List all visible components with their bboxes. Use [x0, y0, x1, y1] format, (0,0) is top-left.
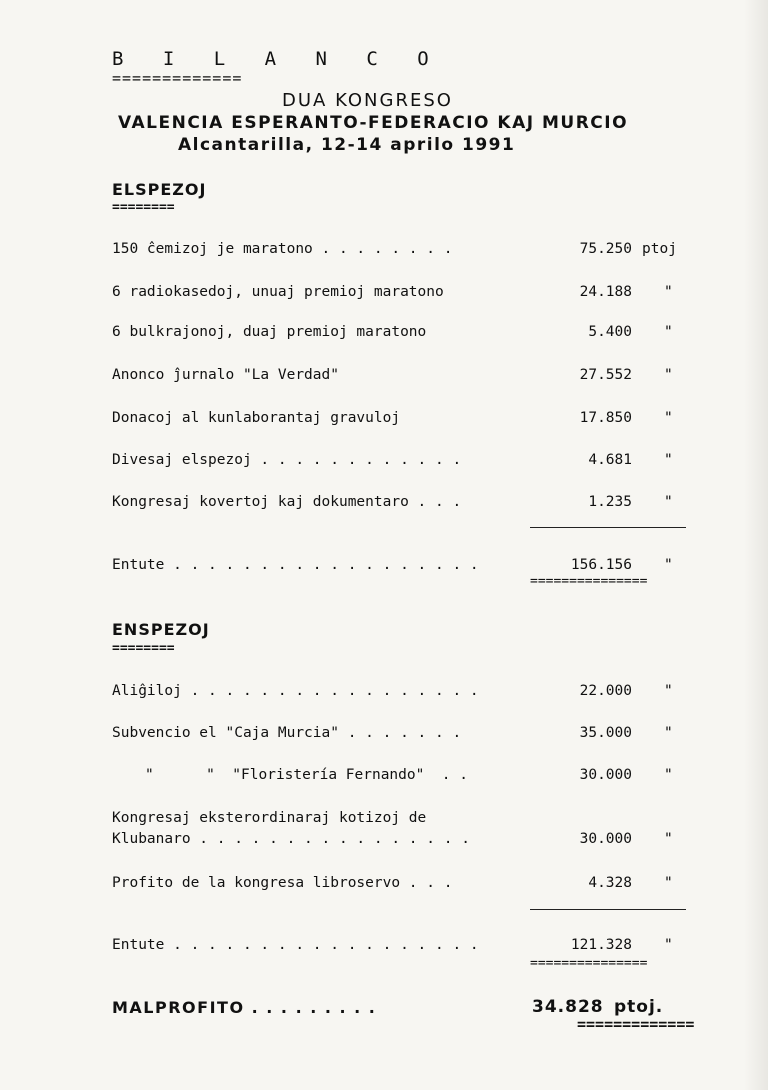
expense-item-5-label: Donacoj al kunlaborantaj gravuloj: [112, 410, 401, 426]
expense-item-5-unit: ": [664, 410, 673, 426]
expense-item-3-unit: ": [664, 324, 673, 340]
net-loss-amount: 34.828: [532, 997, 604, 1017]
income-total-amount: 121.328: [570, 937, 632, 953]
expense-item-3-label: 6 bulkrajonoj, duaj premioj maratono: [112, 324, 427, 340]
page-edge-shadow: [744, 0, 768, 1090]
title-underline: =============: [112, 69, 243, 87]
expense-item-6-unit: ": [664, 452, 673, 468]
expense-item-1-amount: 75.250: [579, 241, 632, 257]
expense-item-1-unit: ptoj: [642, 241, 677, 257]
income-item-4-label: Kongresaj eksterordinaraj kotizoj de: [112, 810, 427, 826]
expense-item-2-label: 6 radiokasedoj, unuaj premioj maratono: [112, 284, 444, 300]
expense-item-2-unit: ": [664, 284, 673, 300]
income-item-3-label: " " "Floristería Fernando" . .: [145, 767, 469, 783]
income-heading: ENSPEZOJ: [112, 620, 210, 639]
expense-item-7-amount: 1.235: [588, 494, 632, 510]
congress-name: DUA KONGRESO: [282, 90, 453, 111]
income-item-4-label-cont: Klubanaro . . . . . . . . . . . . . . . .: [112, 831, 470, 847]
expenses-heading-underline: ========: [112, 200, 175, 215]
expense-item-3-amount: 5.400: [588, 324, 632, 340]
expense-item-4-unit: ": [664, 367, 673, 383]
income-item-2-label: Subvencio el "Caja Murcia" . . . . . . .: [112, 725, 462, 741]
place-date-line: Alcantarilla, 12-14 aprilo 1991: [178, 135, 516, 155]
expenses-total-unit: ": [664, 557, 673, 573]
expense-item-7-unit: ": [664, 494, 673, 510]
document-title: B I L A N C O: [112, 48, 443, 70]
net-loss-label: MALPROFITO . . . . . . . . .: [112, 998, 377, 1017]
expense-item-1-label: 150 ĉemizoj je maratono . . . . . . . .: [112, 241, 453, 257]
income-item-4-unit: ": [664, 831, 673, 847]
income-item-3-amount: 30.000: [579, 767, 632, 783]
net-loss-underline: =============: [577, 1015, 695, 1033]
expense-item-2-amount: 24.188: [579, 284, 632, 300]
expense-item-5-amount: 17.850: [579, 410, 632, 426]
expenses-total-underline: ===============: [530, 574, 648, 589]
expenses-total-amount: 156.156: [570, 557, 632, 573]
organizer-line: VALENCIA ESPERANTO-FEDERACIO KAJ MURCIO: [118, 113, 629, 133]
income-item-2-amount: 35.000: [579, 725, 632, 741]
income-item-5-label: Profito de la kongresa libroservo . . .: [112, 875, 453, 891]
income-sum-rule: [530, 909, 686, 910]
expenses-total-label: Entute . . . . . . . . . . . . . . . . . .: [112, 557, 479, 573]
expense-item-4-amount: 27.552: [579, 367, 632, 383]
income-item-5-amount: 4.328: [588, 875, 632, 891]
income-total-underline: ===============: [530, 956, 648, 971]
net-loss-unit: ptoj.: [614, 997, 664, 1017]
income-item-3-unit: ": [664, 767, 673, 783]
expense-item-6-amount: 4.681: [588, 452, 632, 468]
expense-item-6-label: Divesaj elspezoj . . . . . . . . . . . .: [112, 452, 462, 468]
income-item-1-label: Aliĝiloj . . . . . . . . . . . . . . . . .: [112, 683, 479, 699]
expense-item-4-label: Anonco ĵurnalo "La Verdad": [112, 367, 339, 383]
income-total-unit: ": [664, 937, 673, 953]
income-heading-underline: ========: [112, 641, 175, 656]
income-item-5-unit: ": [664, 875, 673, 891]
income-total-label: Entute . . . . . . . . . . . . . . . . . .: [112, 937, 479, 953]
expenses-sum-rule: [530, 527, 686, 528]
income-item-2-unit: ": [664, 725, 673, 741]
income-item-1-unit: ": [664, 683, 673, 699]
income-item-1-amount: 22.000: [579, 683, 632, 699]
expenses-heading: ELSPEZOJ: [112, 180, 207, 199]
income-item-4-amount: 30.000: [579, 831, 632, 847]
expense-item-7-label: Kongresaj kovertoj kaj dokumentaro . . .: [112, 494, 462, 510]
